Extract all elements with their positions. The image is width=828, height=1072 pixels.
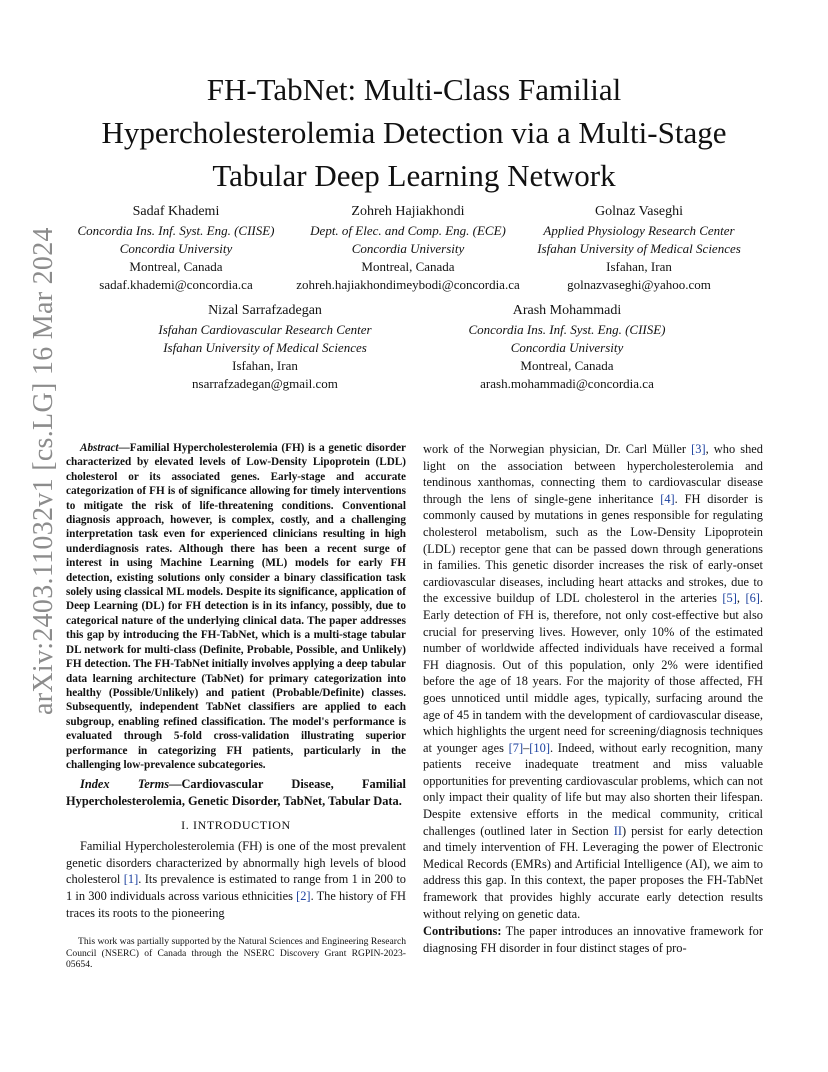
author-name: Sadaf Khademi — [132, 204, 220, 219]
author-email: golnazvaseghi@yahoo.com — [567, 277, 711, 292]
body-text: – — [523, 740, 530, 755]
author-block — [447, 302, 687, 393]
author-organization: Concordia University — [119, 241, 233, 256]
body-text: . The history of FH traces its roots to the pioneering — [66, 888, 406, 920]
author-location: Montreal, Canada — [520, 358, 614, 373]
body-text: . FH disorder is commonly caused by mutations in genes responsible for regulating cholesterol metabolism, such as the Low-Density Lipoprotein (LDL) receptor gene that can be passed down through generations in families. This genetic disorder increases the risk of early-onset cardiovascular diseases, including heart attacks and strokes, due to the excessive buildup of LDL cholesterol in the arteries — [423, 491, 763, 606]
body-text: work of the Norwegian physician, Dr. Carl Müller — [423, 442, 692, 456]
author-department: Applied Physiology Research Center — [543, 223, 735, 238]
author-department: Isfahan Cardiovascular Research Center — [158, 322, 372, 337]
author-block — [62, 203, 290, 294]
section-heading: I. INTRODUCTION — [181, 817, 291, 832]
body-text: . Indeed, without early recognition, many patients receive inadequate treatment and miss valuable opportunities for preventing cardiovascular problems, which can not only impact their quality of life but may also shorten their lifespan. Despite extensive efforts in the medical community, critical challenges (outlined later in Section — [423, 740, 763, 838]
body-text: . Early detection of FH is, therefore, not only cost-effective but also crucial for preserving lives. However, only 10% of the estimated number of worldwide affected individuals have received a formal FH diagnosis. Out of this population, only 2% were identified before the age of 18 years. For the majority of those affected, FH goes unnoticed until middle ages, typically, surfacing around the age of 45 in tandem with the development of cardiovascular disease, which highlights the urgent need for screening/diagnosis techniques at younger ages — [423, 591, 763, 755]
contributions-paragraph — [423, 923, 763, 956]
author-email: zohreh.hajiakhondimeybodi@concordia.ca — [296, 277, 520, 292]
author-location: Montreal, Canada — [361, 259, 455, 274]
author-location: Isfahan, Iran — [606, 259, 672, 274]
title-line: FH-TabNet: Multi-Class Familial — [206, 72, 622, 107]
author-department: Concordia Ins. Inf. Syst. Eng. (CIISE) — [77, 223, 275, 238]
author-name: Zohreh Hajiakhondi — [351, 204, 465, 219]
right-column — [423, 441, 763, 956]
author-name: Nizal Sarrafzadegan — [208, 303, 322, 318]
abstract-lead: Abstract — [80, 442, 119, 454]
author-organization: Isfahan University of Medical Sciences — [537, 241, 741, 256]
author-organization: Isfahan University of Medical Sciences — [163, 340, 367, 355]
paper-title — [64, 68, 764, 197]
body-text: ) persist for early detection and timely intervention of FH. Leveraging the power of Electronic Medical Records (EMRs) and Artificial Intelligence (AI), we aim to address this gap. In this context, the paper proposes the FH-TabNet framework that provides highly accurate early detection results without relying on genetic data. — [423, 823, 764, 921]
author-organization: Concordia University — [351, 241, 465, 256]
abstract-text: —Familial Hypercholesterolemia (FH) is a genetic disorder characterized by elevated levels of Low-Density Lipoprotein (LDL) cholesterol or its associated genes. Early-stage and accurate categorization of FH is of significance allowing for timely interventions to mitigate the risk of life-threatening conditions. Conventional diagnosis approach, however, is complex, costly, and a challenging interpretation task even for experienced clinicians resulting in high underdiagnosis rates. Although there has been a recent surge of interest in using Machine Learning (ML) models for early FH detection, existing solutions only consider a binary classification task solely using classical ML models. Despite its significance, application of Deep Learning (DL) for FH detection is in its infancy, possibly, due to categorical nature of the underlying clinical data. The paper addresses this gap by introducing the FH-TabNet, which is a multi-stage tabular DL network for multi-class (Definite, Probable, Possible, and Unlikely) FH detection. The FH-TabNet initially involves applying a deep tabular data learning architecture (TabNet) for primary categorization into healthy (Possible/Unlikely) and patient (Probable/Definite) classes. Subsequently, independent TabNet classifiers are applied to each subgroup, enabling refined classification. The model's performance is evaluated through 5-fold cross-validation illustrating superior performance in categorizing FH patients, particularly in the challenging low-prevalence subcategories. — [66, 442, 407, 771]
title-line: Tabular Deep Learning Network — [212, 158, 616, 193]
author-block — [283, 203, 533, 294]
body-text: Familial Hypercholesterolemia (FH) is one of the most prevalent genetic disorders characterized by abnormally high levels of blood cholesterol — [66, 839, 406, 887]
index-terms-text: —Cardiovascular Disease, Familial Hypercholesterolemia, Genetic Disorder, TabNet, Tabular Data. — [66, 777, 406, 808]
abstract — [66, 441, 406, 772]
author-department: Dept. of Elec. and Comp. Eng. (ECE) — [310, 223, 506, 238]
citation-link[interactable]: [6] — [745, 591, 760, 606]
citation-link[interactable]: [2] — [296, 888, 311, 903]
body-text: , — [736, 591, 746, 606]
author-organization: Concordia University — [510, 340, 624, 355]
author-block — [524, 203, 754, 294]
section-link[interactable]: II — [613, 823, 622, 838]
author-location: Montreal, Canada — [129, 259, 223, 274]
arxiv-identifier-stamp: arXiv:2403.11032v1 [cs.LG] 16 Mar 2024 — [28, 227, 59, 715]
intro-paragraph-continued — [423, 441, 763, 922]
citation-link[interactable]: [5] — [722, 591, 737, 606]
footnote: This work was partially supported by the Natural Sciences and Engineering Research Council (NSERC) of Canada through the NSERC Discovery Grant RGPIN-2023-05654. — [66, 936, 406, 970]
author-email: sadaf.khademi@concordia.ca — [99, 277, 253, 292]
left-column — [66, 441, 406, 921]
citation-link[interactable]: [3] — [691, 442, 706, 456]
citation-link[interactable]: [4] — [660, 491, 675, 506]
title-line: Hypercholesterolemia Detection via a Multi-Stage — [101, 115, 727, 150]
citation-link[interactable]: [1] — [123, 872, 139, 887]
author-name: Arash Mohammadi — [512, 303, 622, 318]
body-text: , who shed light on the association between hypercholesterolemia and tendinous xanthomas, connecting them to cardiovascular disease through the lens of single-gene inheritance — [423, 442, 763, 506]
author-email: arash.mohammadi@concordia.ca — [480, 376, 654, 391]
body-text: The paper introduces an innovative framework for diagnosing FH disorder in four distinct stages of pro- — [423, 924, 763, 955]
index-terms-lead: Index Terms — [80, 777, 170, 792]
author-location: Isfahan, Iran — [232, 358, 298, 373]
contributions-lead: Contributions: — [423, 924, 502, 939]
author-email: nsarrafzadegan@gmail.com — [192, 376, 338, 391]
body-text: . Its prevalence is estimated to range from 1 in 200 to 1 in 300 individuals across various ethnicities — [66, 872, 406, 903]
index-terms — [66, 776, 406, 809]
author-block — [145, 302, 385, 393]
author-name: Golnaz Vaseghi — [595, 204, 683, 219]
author-department: Concordia Ins. Inf. Syst. Eng. (CIISE) — [468, 322, 666, 337]
intro-paragraph — [66, 838, 406, 921]
citation-link[interactable]: [10] — [529, 740, 550, 755]
citation-link[interactable]: [7] — [508, 740, 524, 755]
